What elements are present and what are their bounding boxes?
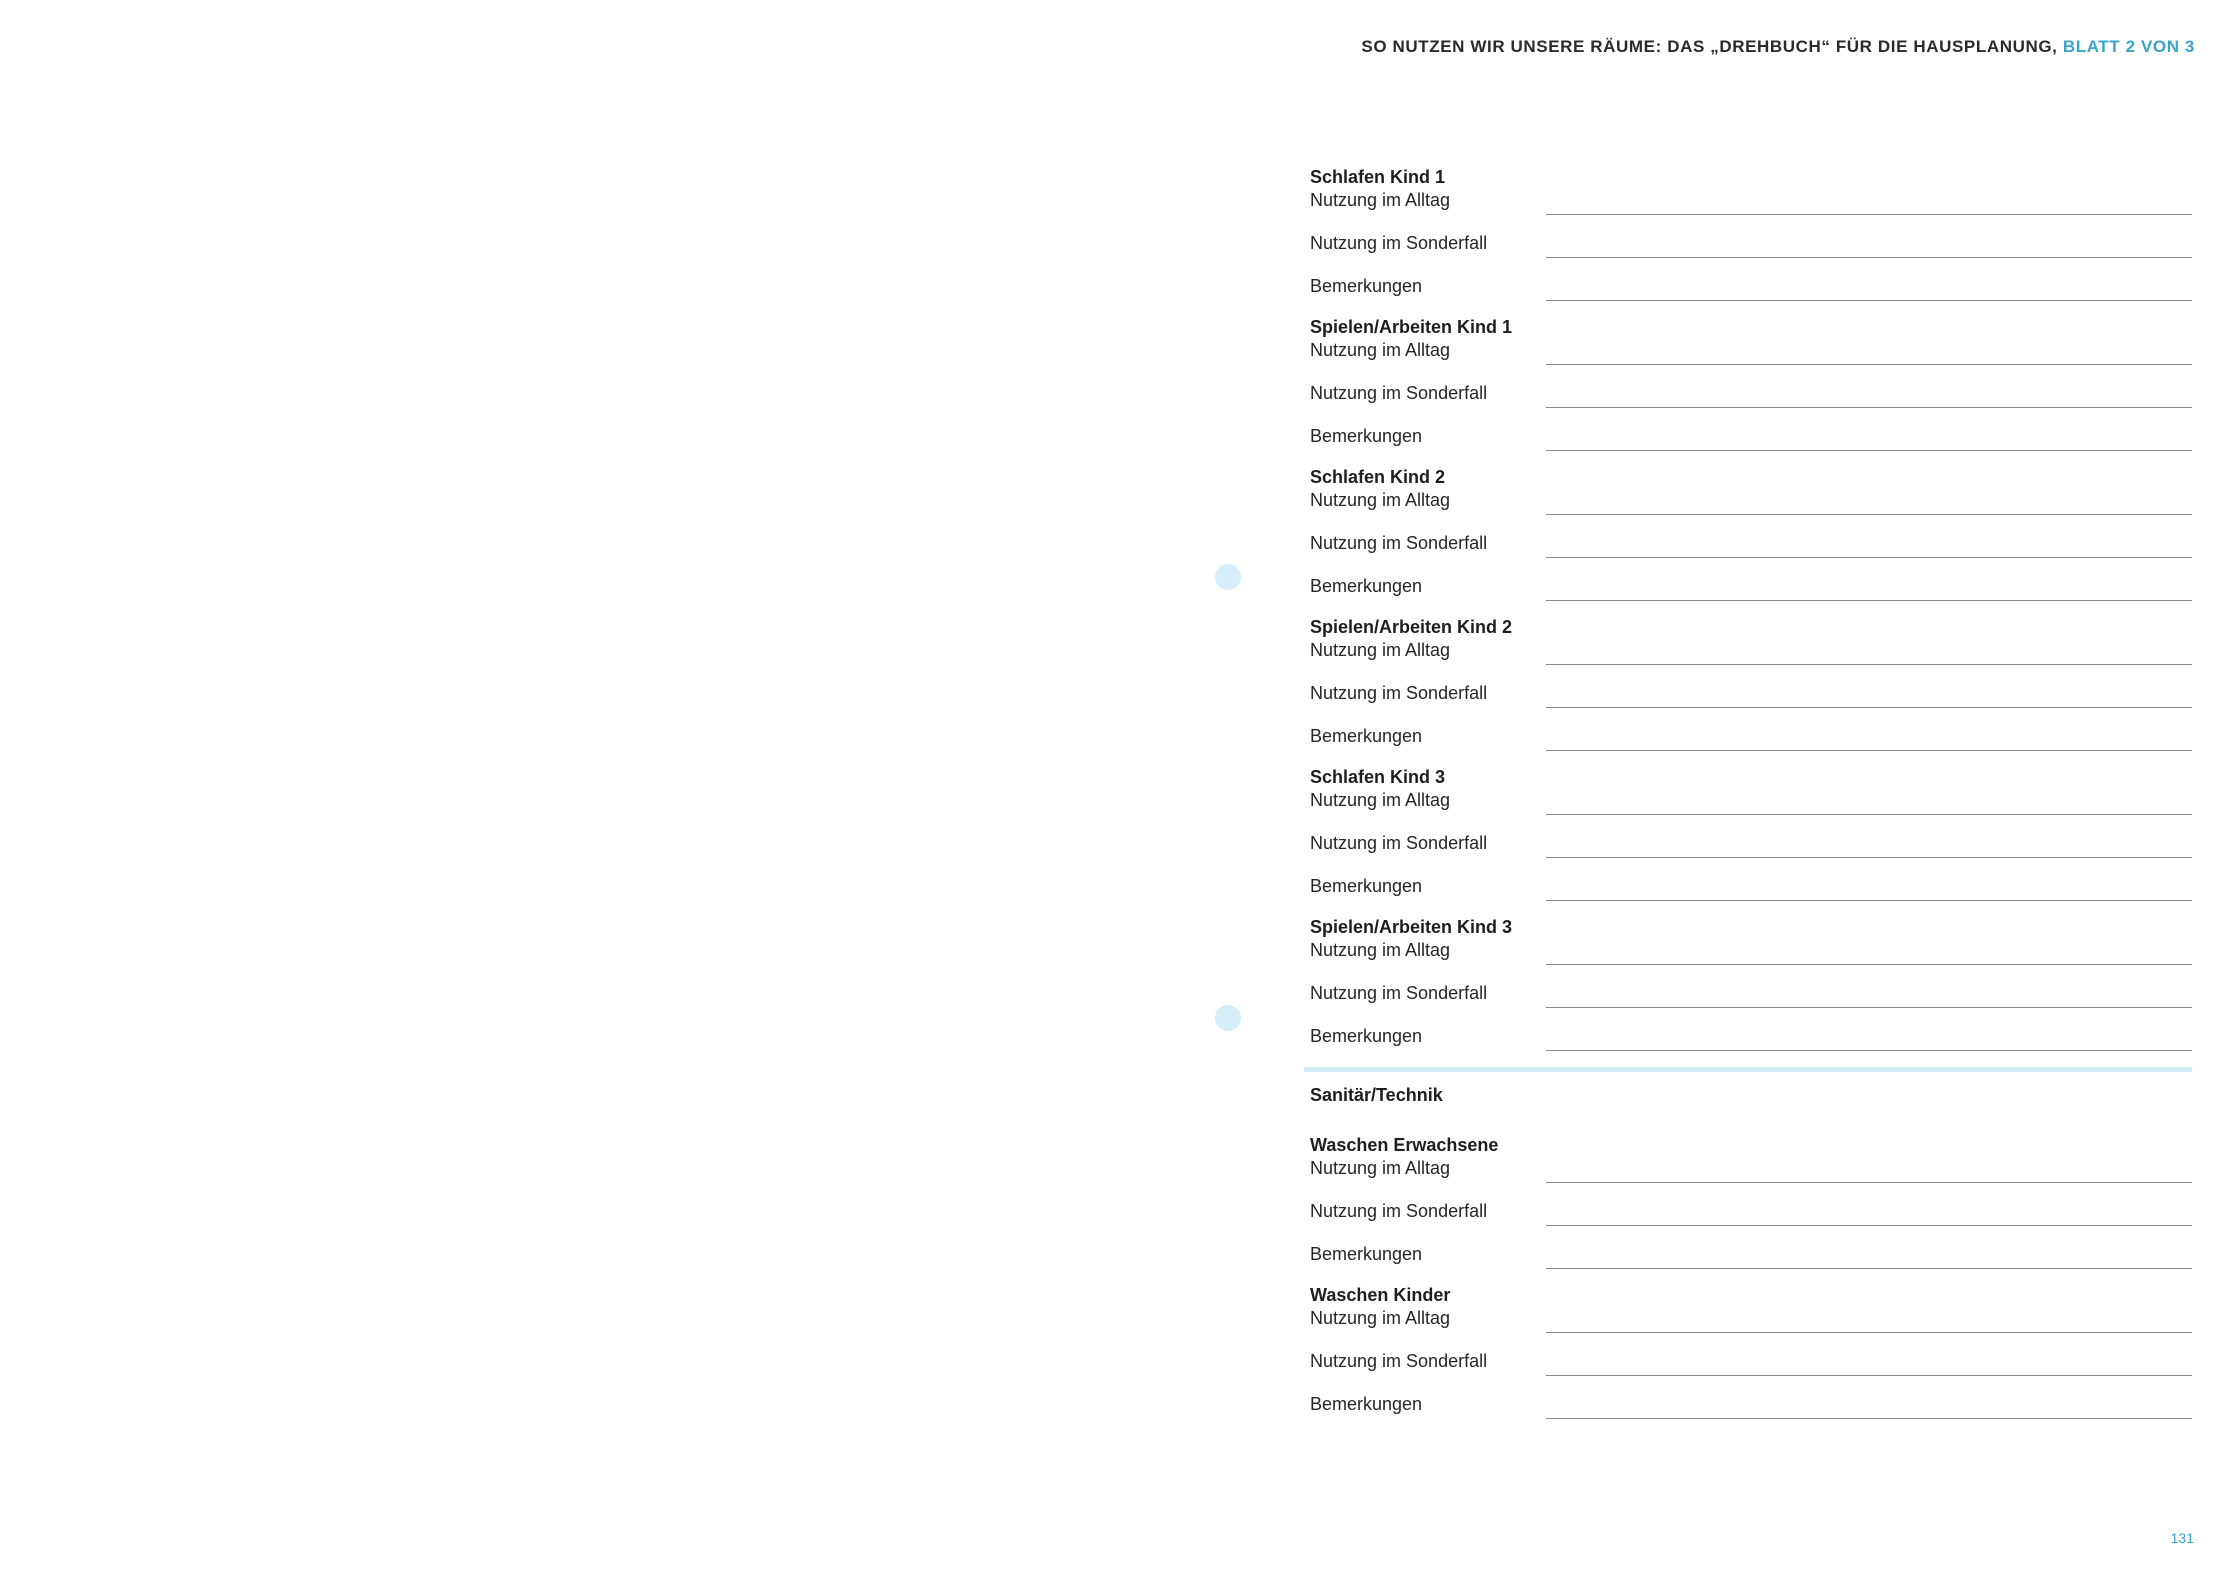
write-in-line[interactable]: [1546, 964, 2192, 965]
write-in-line[interactable]: [1546, 1418, 2192, 1419]
form-row: [1310, 1373, 2192, 1416]
form-row: [1310, 1180, 2192, 1223]
write-in-line[interactable]: [1546, 1182, 2192, 1183]
form-row: [1310, 705, 2192, 748]
form-row: [1310, 812, 2192, 855]
row-label: Bemerkungen: [1310, 1244, 1423, 1264]
row-label: Nutzung im Alltag: [1310, 1158, 1451, 1178]
form-row: [1310, 1005, 2192, 1048]
binder-hole-upper: [1215, 564, 1241, 590]
write-in-line[interactable]: [1546, 750, 2192, 751]
write-in-line[interactable]: [1546, 1007, 2192, 1008]
section-title: Schlafen Kind 1: [1310, 167, 1446, 187]
form-row: [1310, 1223, 2192, 1266]
section-title: Schlafen Kind 2: [1310, 467, 1446, 487]
row-label: Nutzung im Sonderfall: [1310, 683, 1488, 703]
binder-hole-lower: [1215, 1005, 1241, 1031]
section-title: Spielen/Arbeiten Kind 1: [1310, 317, 1513, 337]
room-usage-form: [1310, 166, 2192, 1416]
header-sheet-indicator: BLATT 2 VON 3: [2062, 37, 2195, 56]
row-label: Nutzung im Alltag: [1310, 340, 1451, 360]
row-label: Bemerkungen: [1310, 726, 1423, 746]
row-label: Bemerkungen: [1310, 876, 1423, 896]
row-label: Nutzung im Alltag: [1310, 490, 1451, 510]
row-label: Bemerkungen: [1310, 1394, 1423, 1414]
write-in-line[interactable]: [1546, 364, 2192, 365]
row-label: Nutzung im Alltag: [1310, 640, 1451, 660]
write-in-line[interactable]: [1546, 1375, 2192, 1376]
row-label: Bemerkungen: [1310, 576, 1423, 596]
form-row: [1310, 1157, 2192, 1180]
row-label: Nutzung im Alltag: [1310, 940, 1451, 960]
write-in-line[interactable]: [1546, 600, 2192, 601]
form-row: [1310, 489, 2192, 512]
group-title-sanitaer: Sanitär/Technik: [1310, 1085, 1443, 1105]
page-header: [1361, 37, 2195, 57]
page-number: 131: [2170, 1530, 2194, 1546]
row-label: Nutzung im Sonderfall: [1310, 533, 1488, 553]
row-label: Nutzung im Sonderfall: [1310, 383, 1488, 403]
form-row: [1310, 212, 2192, 255]
form-row: [1310, 1307, 2192, 1330]
form-section: [1310, 1284, 2192, 1416]
header-title: SO NUTZEN WIR UNSERE RÄUME: DAS „DREHBUCH“ FÜR DIE HAUSPLANUNG,: [1361, 37, 2058, 56]
form-section: [1310, 166, 2192, 298]
row-label: Nutzung im Alltag: [1310, 1308, 1451, 1328]
section-title: Spielen/Arbeiten Kind 2: [1310, 617, 1513, 637]
form-row: [1310, 939, 2192, 962]
write-in-line[interactable]: [1546, 300, 2192, 301]
write-in-line[interactable]: [1546, 257, 2192, 258]
write-in-line[interactable]: [1546, 1332, 2192, 1333]
write-in-line[interactable]: [1546, 707, 2192, 708]
form-section: [1310, 466, 2192, 598]
write-in-line[interactable]: [1546, 450, 2192, 451]
row-label: Bemerkungen: [1310, 276, 1423, 296]
form-row: [1310, 789, 2192, 812]
form-row: [1310, 189, 2192, 212]
form-section: [1310, 766, 2192, 898]
write-in-line[interactable]: [1546, 557, 2192, 558]
section-title: Waschen Kinder: [1310, 1285, 1451, 1305]
section-title: Waschen Erwachsene: [1310, 1135, 1499, 1155]
row-label: Nutzung im Sonderfall: [1310, 233, 1488, 253]
row-label: Bemerkungen: [1310, 1026, 1423, 1046]
row-label: Nutzung im Alltag: [1310, 790, 1451, 810]
row-label: Nutzung im Sonderfall: [1310, 983, 1488, 1003]
write-in-line[interactable]: [1546, 1050, 2192, 1051]
form-row: [1310, 255, 2192, 298]
row-label: Nutzung im Sonderfall: [1310, 1201, 1488, 1221]
write-in-line[interactable]: [1546, 407, 2192, 408]
form-row: [1310, 855, 2192, 898]
row-label: Nutzung im Sonderfall: [1310, 1351, 1488, 1371]
form-row: [1310, 662, 2192, 705]
write-in-line[interactable]: [1546, 1225, 2192, 1226]
form-section: [1310, 316, 2192, 448]
write-in-line[interactable]: [1546, 514, 2192, 515]
form-row: [1310, 555, 2192, 598]
section-divider: [1304, 1067, 2192, 1072]
form-row: [1310, 512, 2192, 555]
write-in-line[interactable]: [1546, 214, 2192, 215]
form-row: [1310, 639, 2192, 662]
section-title: Spielen/Arbeiten Kind 3: [1310, 917, 1513, 937]
form-row: [1310, 339, 2192, 362]
write-in-line[interactable]: [1546, 1268, 2192, 1269]
write-in-line[interactable]: [1546, 857, 2192, 858]
section-title: Schlafen Kind 3: [1310, 767, 1446, 787]
form-section: [1310, 916, 2192, 1048]
write-in-line[interactable]: [1546, 900, 2192, 901]
row-label: Nutzung im Alltag: [1310, 190, 1451, 210]
row-label: Bemerkungen: [1310, 426, 1423, 446]
write-in-line[interactable]: [1546, 814, 2192, 815]
form-section: [1310, 616, 2192, 748]
form-row: [1310, 362, 2192, 405]
row-label: Nutzung im Sonderfall: [1310, 833, 1488, 853]
form-row: [1310, 1330, 2192, 1373]
write-in-line[interactable]: [1546, 664, 2192, 665]
form-section: [1310, 1134, 2192, 1266]
form-row: [1310, 962, 2192, 1005]
form-row: [1310, 405, 2192, 448]
